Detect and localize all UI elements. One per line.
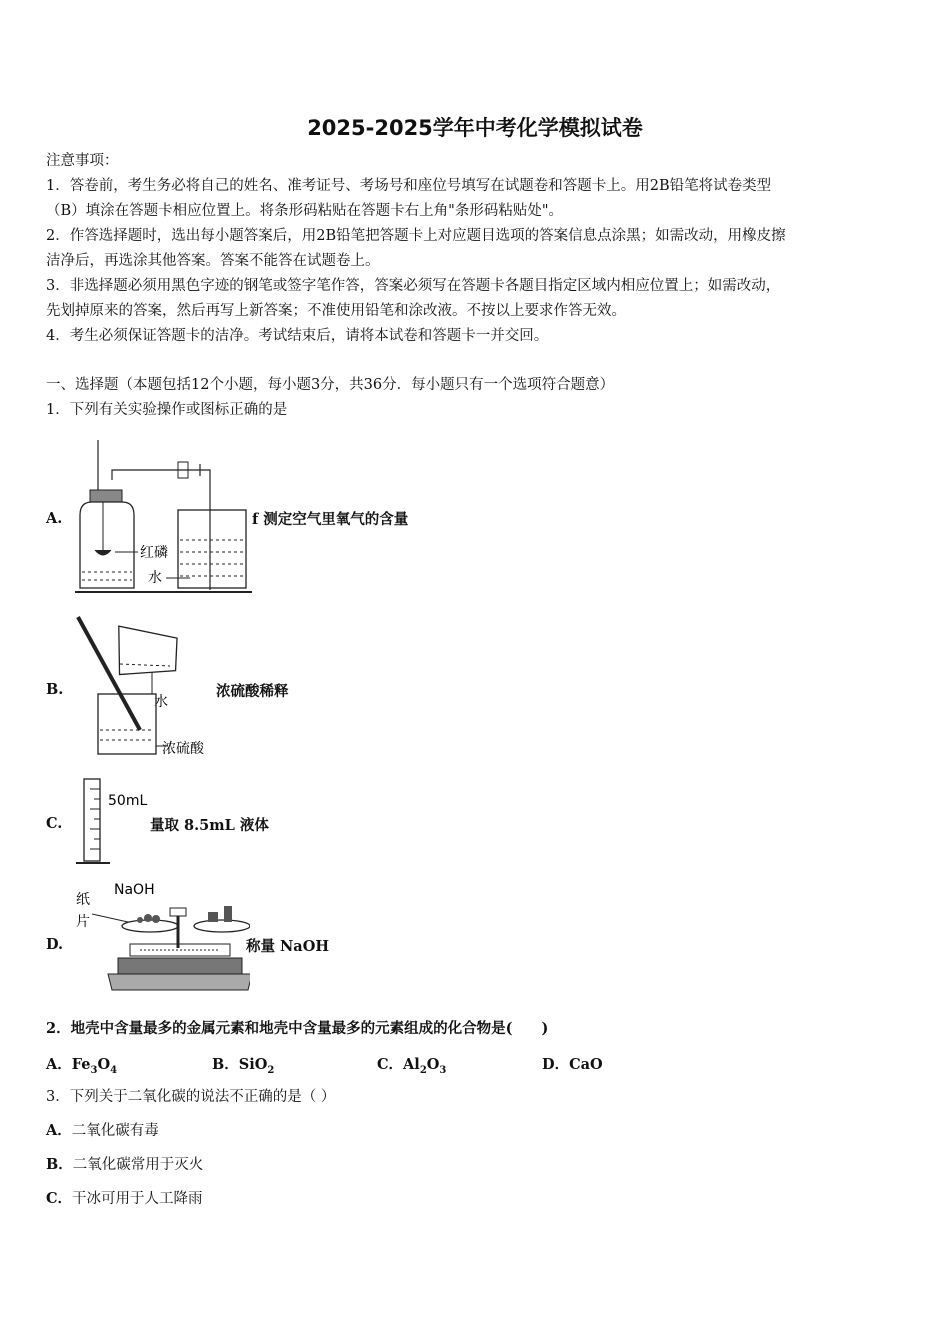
notice-heading: 注意事项：: [46, 153, 119, 169]
question-3-stem: 3．下列关于二氧化碳的说法不正确的是（ ）: [46, 1089, 336, 1105]
option-d-letter: D.: [46, 936, 64, 953]
graduated-cylinder-figure: [72, 775, 162, 870]
option-b-caption: 浓硫酸稀释: [216, 683, 289, 700]
fig-label-conc-sulfuric-acid: 浓硫酸: [162, 741, 204, 757]
q3-option-b: B．二氧化碳常用于灭火: [46, 1156, 204, 1173]
q3-option-c: C．干冰可用于人工降雨: [46, 1190, 203, 1207]
q2-choice-b: B．SiO$_2$: [212, 1056, 275, 1076]
oxygen-measurement-apparatus-figure: [70, 440, 260, 595]
notice-line: 2．作答选择题时，选出每小题答案后，用2B铅笔把答题卡上对应题目选项的答案信息点涂黑；如需改动，用橡皮擦: [46, 228, 786, 244]
fig-label-paper-1: 纸: [76, 892, 90, 908]
notice-line: 洁净后，再选涂其他答案。答案不能答在试题卷上。: [46, 253, 380, 269]
question-1-stem: 1．下列有关实验操作或图标正确的是: [46, 402, 288, 418]
fig-label-red-phosphorus: 红磷: [140, 545, 168, 561]
notice-line: 4．考生必须保证答题卡的洁净。考试结束后，请将本试卷和答题卡一并交回。: [46, 328, 549, 344]
question-2-stem: 2．地壳中含量最多的金属元素和地壳中含量最多的元素组成的化合物是( ): [46, 1020, 549, 1037]
option-a-letter: A.: [46, 510, 63, 527]
notice-line: 3．非选择题必须用黑色字迹的钢笔或签字笔作答，答案必须写在答题卡各题目指定区域内相应位置上；如需改动，: [46, 278, 781, 294]
q2-choice-c: C．$Al_2O_3$: [377, 1056, 447, 1076]
q3-option-a: A．二氧化碳有毒: [46, 1122, 159, 1139]
acid-dilution-figure: [70, 612, 230, 762]
option-a-caption: f 测定空气里氧气的含量: [252, 511, 409, 528]
section-heading: 一、选择题（本题包括12个小题，每小题3分，共36分．每小题只有一个选项符合题意）: [46, 377, 615, 393]
q2-choice-a: A．$Fe_3O_4$: [46, 1056, 118, 1076]
page-title: 2025-2025学年中考化学模拟试卷: [307, 116, 643, 140]
option-b-letter: B.: [46, 681, 64, 698]
notice-line: 先划掉原来的答案，然后再写上新答案；不准使用铅笔和涂改液。不按以上要求作答无效。: [46, 303, 626, 319]
fig-label-naoh: NaOH: [114, 882, 155, 898]
notice-line: （B）填涂在答题卡相应位置上。将条形码粘贴在答题卡右上角"条形码粘贴处"。: [46, 203, 563, 219]
fig-label-paper-2: 片: [76, 914, 90, 930]
notice-line: 1．答卷前，考生务必将自己的姓名、准考证号、考场号和座位号填写在试题卷和答题卡上。用2B铅笔将试卷类型: [46, 178, 772, 194]
option-c-caption: 量取 8.5mL 液体: [150, 817, 269, 834]
option-d-caption: 称量 NaOH: [246, 938, 330, 955]
balance-weighing-figure: [70, 878, 250, 996]
option-c-letter: C.: [46, 815, 63, 832]
fig-label-50ml: 50mL: [108, 793, 148, 809]
q2-choice-d: D．CaO: [542, 1056, 603, 1073]
fig-label-water: 水: [148, 570, 162, 586]
fig-label-water: 水: [154, 694, 168, 710]
